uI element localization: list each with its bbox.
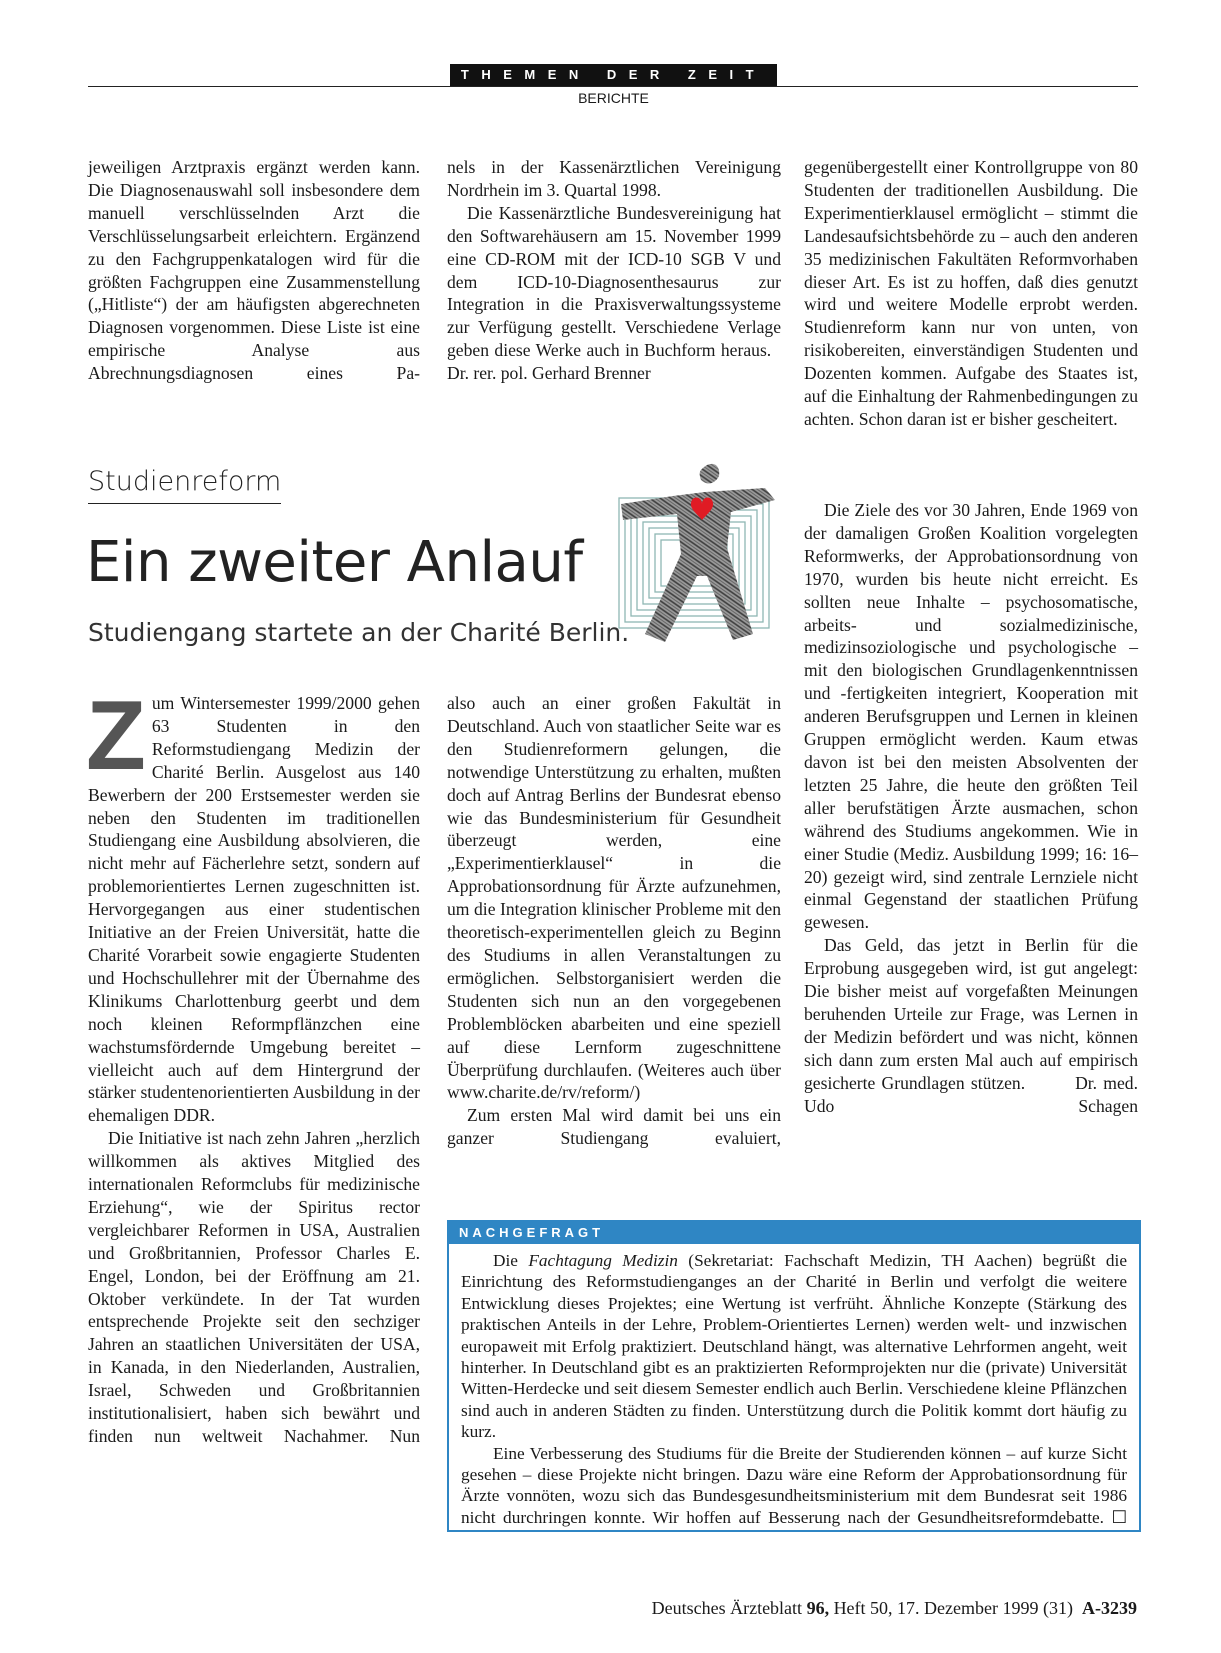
- paragraph: Eine Verbesserung des Studiums für die Breite der Studierenden können – auf kurze Sicht gesehen – diese Projekte nicht bringen. Dazu wäre eine Reform der Approbationsordnung für Ärzte vonnöten, wozu sich das Bundesgesundheitsministerium mit dem Bundesrat seit 1986 nicht durchringen konnte. Wir hoffen auf Besserung nach der Gesundheitsreformdebatte. ☐: [461, 1443, 1127, 1527]
- article-subtitle: Studiengang startete an der Charité Berlin.: [88, 618, 630, 647]
- paragraph: Die Initiative ist nach zehn Jahren „herzlich willkommen als aktives Mitglied des internationalen Reformclubs für medizinische Erziehung“, wie der Spiritus rector vergleichbarer Reformen in USA, Australien und Großbritannien, Professor Charles E. Engel, London, bei der Eröffnung am 21. Oktober verkündete. In der Tat wurden entsprechende Projekte seit den sechziger Jahren an staatlichen Universitäten der USA, in Kanada, in den Niederlanden, Australien, Israel, Schweden und Großbritannien institutionalisiert, haben sich bewährt und finden nun weltweit Nachahmer. Nun: [88, 1128, 420, 1446]
- journal-name: Deutsches Ärzteblatt: [651, 1598, 807, 1618]
- paragraph: Die Kassenärztliche Bundesvereinigung hat den Softwarehäusern am 15. November 1999 eine CD-ROM mit der ICD-10 SGB V und dem ICD-10-Diagnosenthesaurus zur Integration in die Praxisverwaltungssysteme zur Verfügung gestellt. Verschiedene Verlage geben diese Werke auch in Buchform heraus. Dr. rer. pol. Gerhard Brenner: [447, 202, 781, 384]
- paragraph: Das Geld, das jetzt in Berlin für die Erprobung ausgegeben wird, ist gut angelegt: Die bisher meist auf vorgefaßten Meinungen beruhenden Urteile zur Frage, was Lernen in der Medizin befördert und was nicht, können sich dann zum ersten Mal auch auf empirisch gesicherte Grundlagen stützen. Dr. med. Udo Schagen: [804, 935, 1138, 1116]
- section-subheader: BERICHTE: [578, 90, 649, 106]
- header-rule: [88, 86, 1138, 87]
- paragraph: um Wintersemester 1999/2000 gehen 63 Studenten in den Reformstudiengang Medizin der Charité Berlin. Ausgelost aus 140 Bewerbern der 200 Erstsemester werden sie neben den Studenten im traditionellen Studiengang eine Ausbildung absolvieren, die nicht mehr auf Fächerlehre setzt, sondern auf problemorientiertes Lernen zugeschnitten ist. Hervorgegangen aus einer studentischen Initiative an der Freien Universität, hatte die Charité Vorarbeit sowie engagierte Studenten und Hochschullehrer mit der Übernahme des Klinikums Charlottenburg geerbt und dem noch kleinen Reformpflänzchen eine wachstumsfördernde Umgebung bereitet – vielleicht auch auf dem Hintergrund der stärker studentenorientierten Ausbildung in der ehemaligen DDR.: [88, 693, 420, 1126]
- journal-volume: 96,: [806, 1598, 830, 1618]
- paragraph: also auch an einer großen Fakultät in Deutschland. Auch von staatlicher Seite war es den Studienreformern gelungen, die notwendige Unterstützung zu erhalten, mußten doch auf Antrag Berlins der Bundesrat ebenso wie das Bundesministerium für Gesundheit überzeugt werden, eine „Experimentierklausel“ in die Approbationsordnung für Ärzte aufzunehmen, um die Integration klinischer Probleme mit den theoretisch-experimentellen gleich zu Beginn des Studiums in allen Veranstaltungen zu ermöglichen. Selbstorganisiert werden die Studenten sich nun an den vorgegebenen Problemblöcken abarbeiten und eine speziell auf diese Lernform zugeschnittene Überprüfung durchlaufen. (Weiteres auch über www.charite.de/rv/reform/): [447, 693, 781, 1103]
- article-column-2: [447, 692, 781, 1150]
- author-signature: Dr. med. Udo Schagen: [804, 1072, 1138, 1116]
- page-footer: [652, 1598, 1137, 1619]
- paragraph: gegenübergestellt einer Kontrollgruppe von 80 Studenten der traditionellen Ausbildung. Die Experimentierklausel ermöglicht – stimmt die Landesaufsichtsbehörde zu – auch den anderen 35 medizinischen Fakultäten Reformvorhaben dieser Art. Es ist zu hoffen, daß dies genutzt wird und weitere Modelle erprobt werden. Studienreform kann nur von unten, von risikobereiten, einverständigen Studenten und Dozenten kommen. Aufgabe des Staates ist, auf die Einhaltung der Rahmenbedingungen zu achten. Schon daran ist er bisher gescheitert.: [804, 157, 1138, 429]
- prev-article-column-1: [88, 156, 420, 385]
- prev-article-column-2: [447, 156, 781, 385]
- drop-cap: Z: [86, 680, 146, 790]
- article-column-1: [86, 680, 420, 1448]
- article-column-3: [804, 499, 1138, 1117]
- author-signature: Dr. rer. pol. Gerhard Brenner: [447, 363, 651, 384]
- article-column-3-top: [804, 156, 1138, 431]
- box-heading: NACHGEFRAGT: [449, 1222, 1139, 1244]
- section-header-bar: THEMEN DER ZEIT: [450, 64, 777, 86]
- paragraph: nels in der Kassenärztlichen Vereinigung Nordrhein im 3. Quartal 1998.: [447, 157, 781, 200]
- issue-info: Heft 50, 17. Dezember 1999 (31): [829, 1598, 1073, 1618]
- end-square-icon: ☐: [1111, 1507, 1127, 1527]
- article-title: Ein zweiter Anlauf: [86, 530, 583, 595]
- page-number: A-3239: [1082, 1598, 1137, 1618]
- paragraph: Die Fachtagung Medizin (Sekretariat: Fachschaft Medizin, TH Aachen) begrüßt die Einrichtung des Reformstudienganges an der Charité in Berlin und verfolgt die weitere Entwicklung dieses Projektes; eine Wertung ist verfrüht. Ähnliche Konzepte (Stärkung des praktischen Anteils in der Lehre, Problem-Orientiertes Lernen) werden welt- und inzwischen europaweit mit Erfolg praktiziert. Deutschland hängt, was alternative Lehrformen angeht, weit hinterher. In Deutschland gibt es an praktizierten Reformprojekten nur die (private) Universität Witten-Herdecke und seit diesem Semester endlich auch Berlin. Verschiedene kleine Pflänzchen sind auch in anderen Städten zu finden. Unterstützung durch die Politik kommt dort häufig zu kurz.: [461, 1251, 1127, 1442]
- box-body: [449, 1244, 1139, 1528]
- paragraph: jeweiligen Arztpraxis ergänzt werden kann. Die Diagnosenauswahl soll insbesondere dem manuell verschlüsselnden Arzt die Verschlüsselungsarbeit erleichtern. Ergänzend zu den Fachgruppenkatalogen wird für die größten Fachgruppen eine Zusammenstellung („Hitliste“) der am häufigsten abgerechneten Diagnosen vorgenommen. Diese Liste ist eine empirische Analyse aus Abrechnungsdiagnosen eines Pa-: [88, 157, 420, 384]
- paragraph: Die Ziele des vor 30 Jahren, Ende 1969 von der damaligen Großen Koalition vorgelegten Reformwerks, der Approbationsordnung von 1970, wurden bis heute nicht erreicht. Es sollten neue Inhalte – psychosomatische, arbeits- und sozialmedizinische, medizinsoziologische und psychologische – mit den biologischen Grundlagenkenntnissen und -fertigkeiten integriert, Kooperation mit anderen Berufsgruppen und Lernen in kleinen Gruppen ermöglicht werden. Kaum etwas davon ist bei den meisten Absolventen der letzten 25 Jahre, die heute den größten Teil aller berufstätigen Ärzte ausmachen, schon während des Studiums angekommen. Wie in einer Studie (Mediz. Ausbildung 1999; 16: 16–20) gezeigt wird, sind zentrale Lernziele nicht einmal Gegenstand der staatlichen Prüfung gewesen.: [804, 500, 1138, 933]
- heart-figure-icon: [615, 458, 785, 646]
- paragraph: Zum ersten Mal wird damit bei uns ein ganzer Studiengang evaluiert,: [447, 1105, 781, 1149]
- article-kicker: Studienreform: [88, 466, 281, 504]
- nachgefragt-box: [447, 1220, 1141, 1532]
